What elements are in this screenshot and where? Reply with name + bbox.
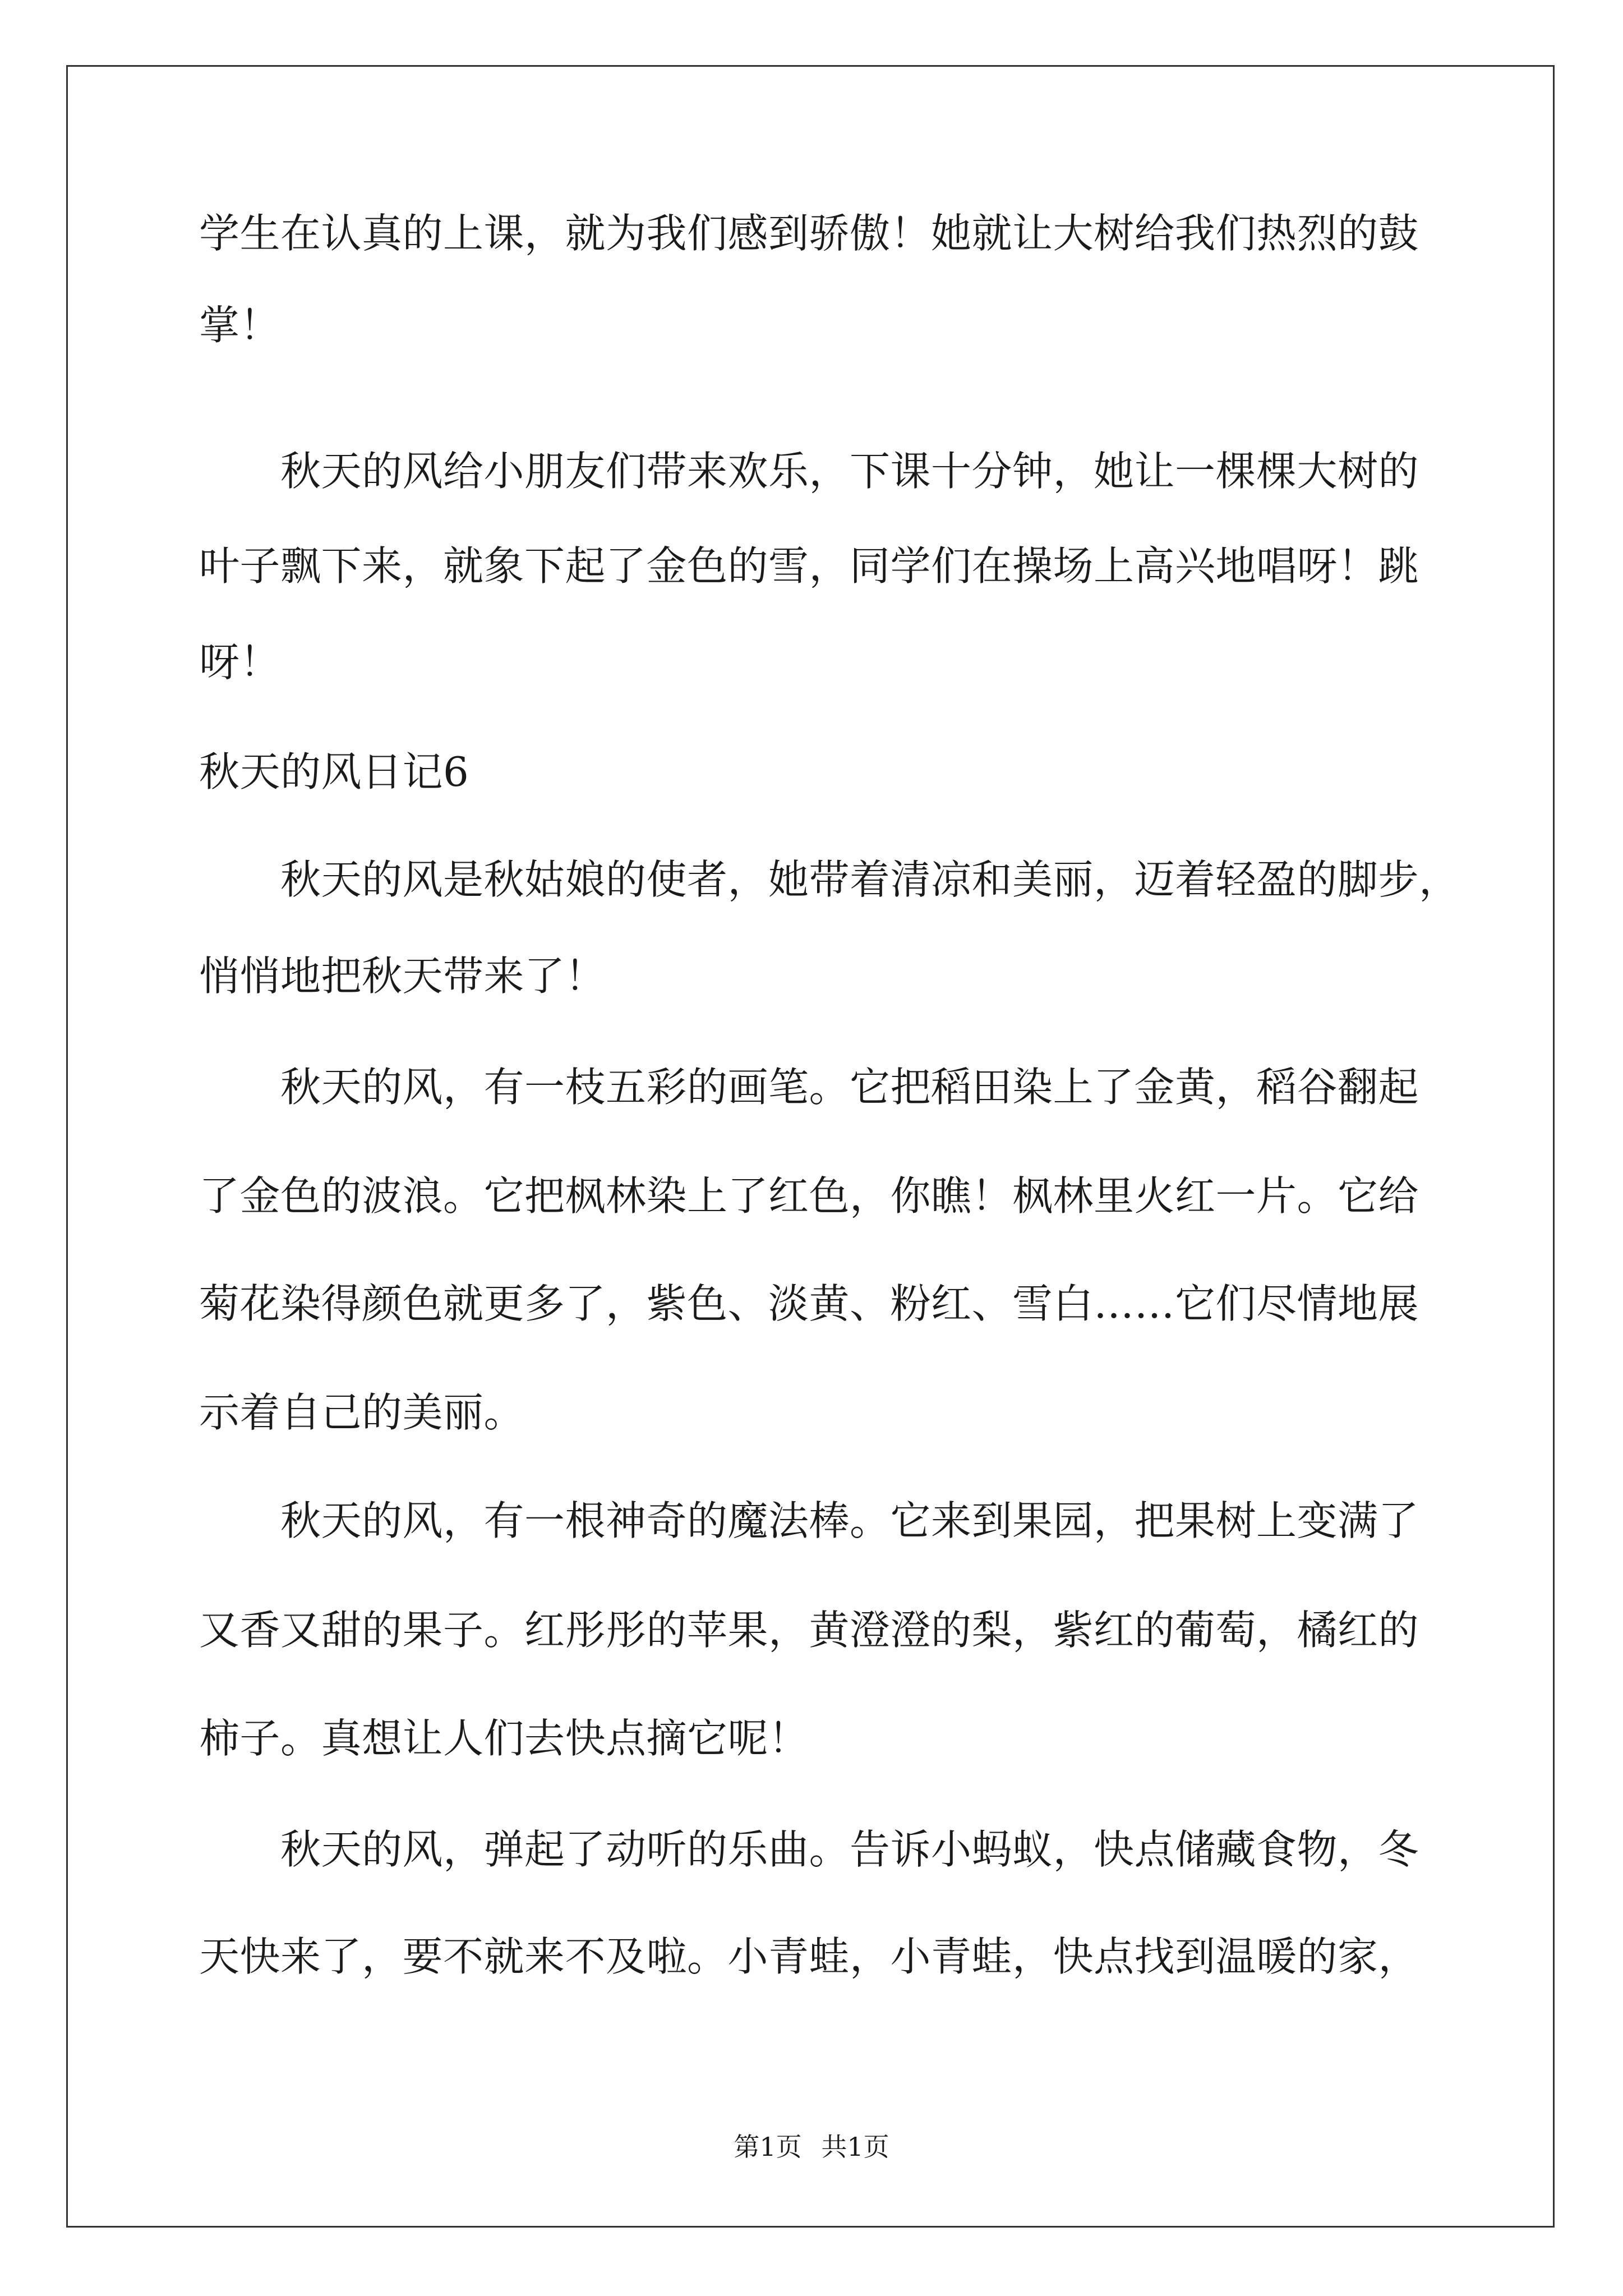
text-line: 呀！ bbox=[199, 638, 281, 685]
page-footer bbox=[0, 2133, 1623, 2161]
text-line: 天快来了，要不就来不及啦。小青蛙，小青蛙，快点找到温暖的家， bbox=[199, 1933, 1419, 1980]
text-line: 叶子飘下来，就象下起了金色的雪，同学们在操场上高兴地唱呀！跳 bbox=[199, 542, 1419, 590]
text-line: 秋天的风是秋姑娘的使者，她带着清凉和美丽，迈着轻盈的脚步， bbox=[199, 856, 1460, 903]
text-line: 秋天的风给小朋友们带来欢乐，下课十分钟，她让一棵棵大树的 bbox=[199, 448, 1419, 495]
text-line: 示着自己的美丽。 bbox=[199, 1389, 525, 1436]
text-line: 菊花染得颜色就更多了，紫色、淡黄、粉红、雪白……它们尽情地展 bbox=[199, 1280, 1419, 1327]
page-number: 第1页 bbox=[734, 2132, 802, 2162]
text-line: 了金色的波浪。它把枫林染上了红色，你瞧！枫林里火红一片。它给 bbox=[199, 1172, 1419, 1220]
section-heading: 秋天的风日记6 bbox=[199, 748, 469, 795]
text-line: 悄悄地把秋天带来了！ bbox=[199, 953, 606, 1000]
text-line: 秋天的风，有一根神奇的魔法棒。它来到果园，把果树上变满了 bbox=[199, 1497, 1419, 1544]
text-line: 掌！ bbox=[199, 302, 281, 349]
text-line: 秋天的风，有一枝五彩的画笔。它把稻田染上了金黄，稻谷翻起 bbox=[199, 1064, 1419, 1111]
page-border bbox=[66, 65, 1555, 2228]
text-line: 秋天的风，弹起了动听的乐曲。告诉小蚂蚁，快点储藏食物，冬 bbox=[199, 1826, 1419, 1873]
text-line: 柿子。真想让人们去快点摘它呢！ bbox=[199, 1715, 809, 1762]
page-total: 共1页 bbox=[821, 2132, 889, 2162]
text-line: 学生在认真的上课，就为我们感到骄傲！她就让大树给我们热烈的鼓 bbox=[199, 210, 1419, 257]
text-line: 又香又甜的果子。红彤彤的苹果，黄澄澄的梨，紫红的葡萄，橘红的 bbox=[199, 1607, 1419, 1654]
